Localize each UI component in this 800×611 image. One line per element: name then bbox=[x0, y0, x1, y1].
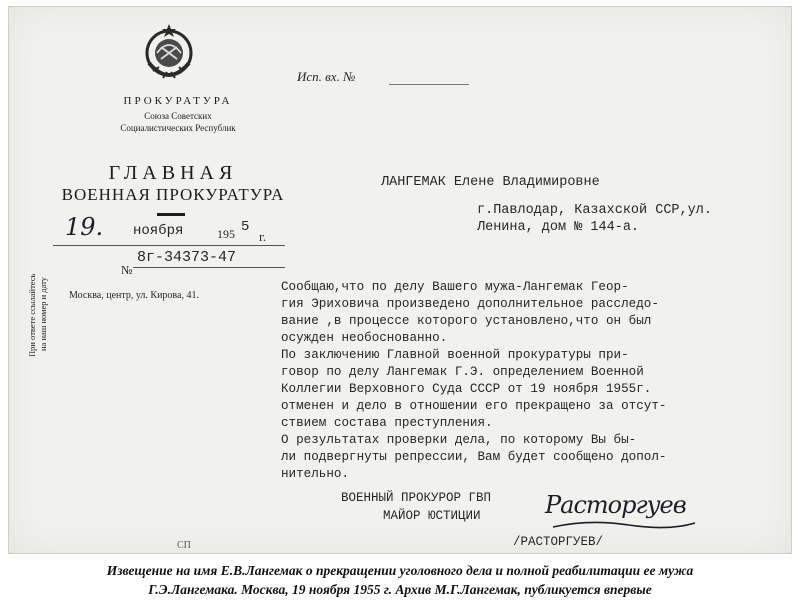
number-label: № bbox=[121, 263, 133, 277]
letterhead-union: Союза Советских bbox=[144, 111, 212, 121]
state-emblem-icon bbox=[137, 23, 201, 87]
number-underline bbox=[133, 267, 285, 268]
side-note-line-1: При ответе ссылайтесь bbox=[27, 273, 37, 357]
document-sheet bbox=[8, 6, 792, 554]
signature-title-1: ВОЕННЫЙ ПРОКУРОР ГВП bbox=[341, 491, 492, 505]
side-note-line-2: на наш номер и дату bbox=[38, 276, 48, 351]
letterhead-divider bbox=[157, 213, 185, 216]
body-line: О результатах проверки дела, по которому Вы бы- bbox=[281, 433, 637, 447]
letterhead-republics: Социалистических Республик bbox=[120, 123, 236, 133]
side-note bbox=[27, 274, 49, 357]
body-line: отменен и дело в отношении его прекращено за отсут- bbox=[281, 399, 667, 413]
photo-caption bbox=[0, 561, 800, 599]
recipient-address-1: г.Павлодар, Казахской ССР,ул. bbox=[477, 203, 712, 218]
recipient-address-2: Ленина, дом № 144-а. bbox=[477, 220, 640, 235]
body-line: ли подвергнуты репрессии, Вам будет сообщено допол- bbox=[281, 450, 667, 464]
body-line: вание ,в процессе которого установлено,что он был bbox=[281, 314, 652, 328]
handwritten-signature: Расторгуев bbox=[545, 491, 686, 519]
registration-number: 8г-34373-47 bbox=[137, 249, 237, 266]
signatory-name: /РАСТОРГУЕВ/ bbox=[513, 535, 604, 549]
date-year-suffix: г. bbox=[259, 229, 267, 244]
letterhead-main: ГЛАВНАЯ bbox=[108, 162, 238, 184]
recipient-name: ЛАНГЕМАК Елене Владимировне bbox=[381, 175, 600, 190]
office-address: Москва, центр, ул. Кирова, 41. bbox=[69, 290, 199, 301]
body-line: гия Эриховича произведено дополнительное расследо- bbox=[281, 297, 659, 311]
bottom-fragment: СП bbox=[177, 540, 191, 551]
incoming-reference: Исп. вх. № bbox=[297, 69, 356, 84]
signature-title-2: МАЙОР ЮСТИЦИИ bbox=[383, 509, 481, 523]
body-line: ствием состава преступления. bbox=[281, 416, 493, 430]
caption-line-2: Г.Э.Лангемака. Москва, 19 ноября 1955 г. Архив М.Г.Лангемак, публикуется впервые bbox=[148, 582, 652, 597]
incoming-reference-underline bbox=[389, 84, 469, 85]
letterhead-procuracy: ПРОКУРАТУРА bbox=[123, 95, 233, 107]
date-year-digit: 5 bbox=[241, 219, 250, 235]
date-month: ноября bbox=[133, 223, 184, 239]
body-line: осужден необоснованно. bbox=[281, 331, 448, 345]
body-line: По заключению Главной военной прокуратуры при- bbox=[281, 348, 629, 362]
date-underline bbox=[53, 245, 285, 246]
signature-flourish-icon bbox=[549, 517, 699, 533]
body-line: Коллегии Верховного Суда СССР от 19 ноября 1955г. bbox=[281, 382, 652, 396]
body-line: говор по делу Лангемак Г.Э. определением Военной bbox=[281, 365, 644, 379]
caption-line-1: Извещение на имя Е.В.Лангемак о прекращении уголовного дела и полной реабилитации ее мужа bbox=[106, 563, 694, 578]
body-line: Сообщаю,что по делу Вашего мужа-Лангемак Геор- bbox=[281, 280, 629, 294]
body-line: нительно. bbox=[281, 467, 350, 481]
letterhead-military-procuracy: ВОЕННАЯ ПРОКУРАТУРА bbox=[61, 185, 285, 204]
date-day: 19. bbox=[65, 213, 104, 241]
date-year-prefix: 195 bbox=[217, 227, 235, 241]
